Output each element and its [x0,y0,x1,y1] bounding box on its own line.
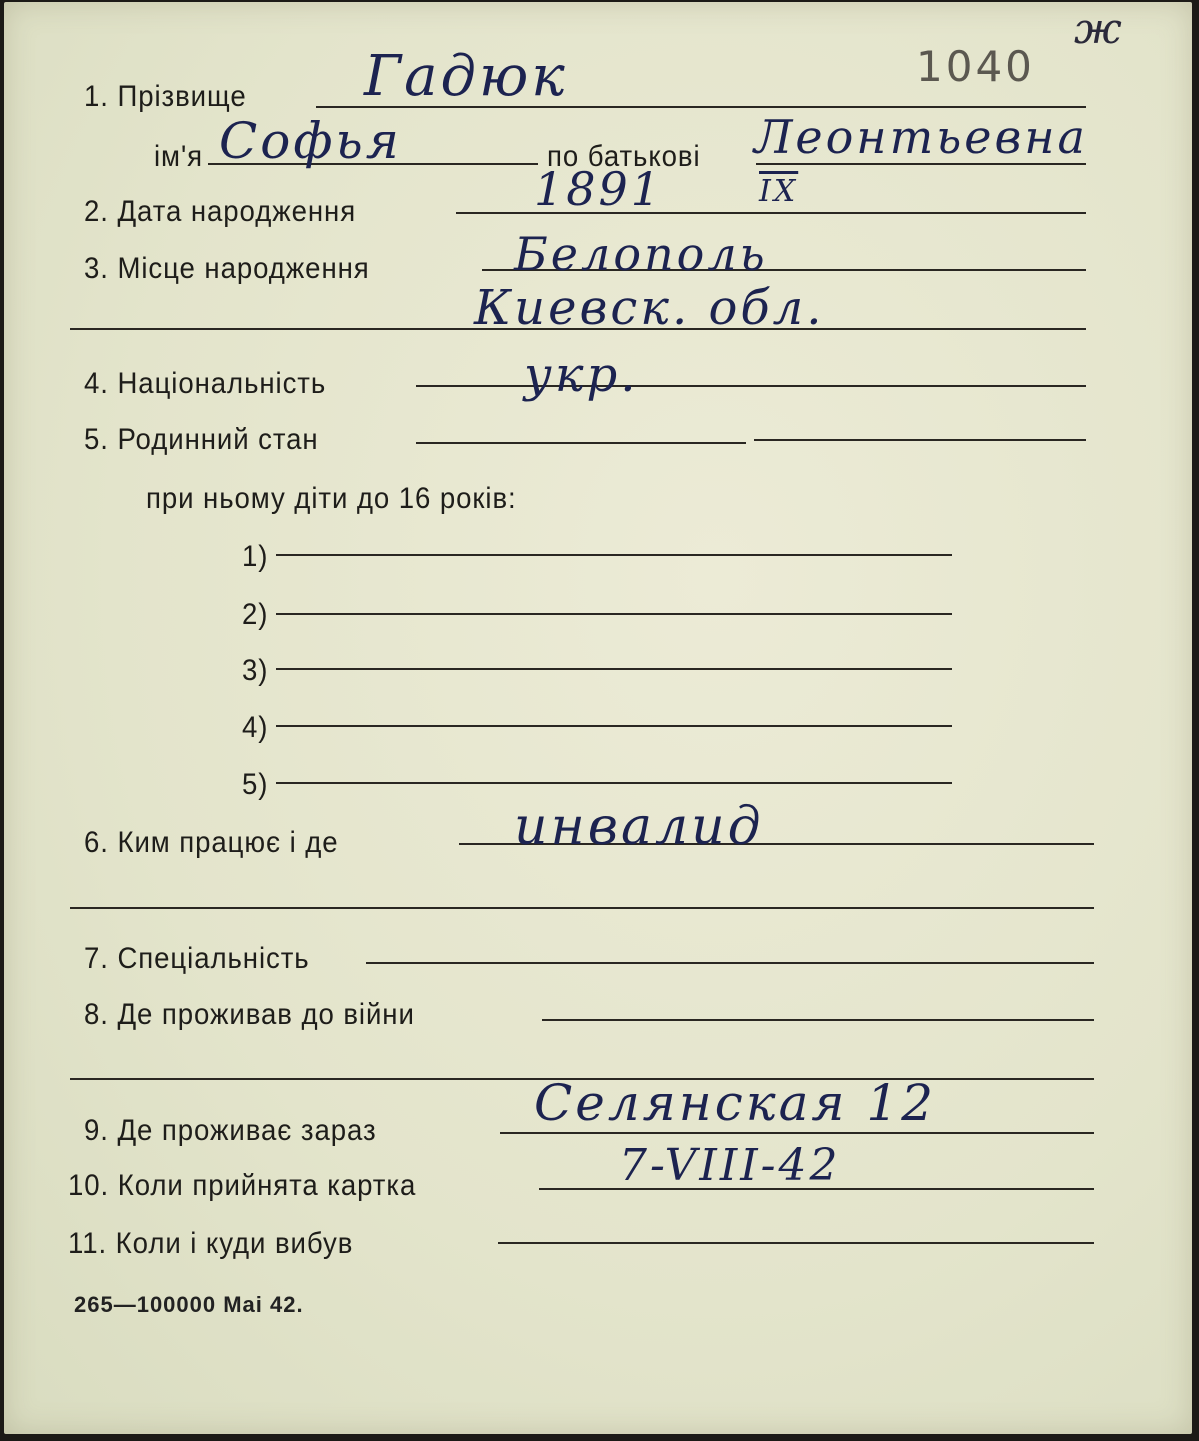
child-2-line [276,613,952,615]
specialty-line [366,962,1094,964]
birth-place-value-line1: Белополь [514,227,768,281]
family-status-line-a [416,442,746,444]
child-5-line [276,782,952,784]
card-number: 1040 [916,42,1035,91]
nationality-value: укр. [524,347,639,403]
child-3-label: 3) [242,654,269,687]
print-run-footer: 265—100000 Mai 42. [74,1292,304,1317]
current-residence-label: 9. Де проживає зараз [84,1114,377,1147]
departure-line [498,1242,1094,1244]
occupation-value: инвалид [514,797,764,857]
child-1-label: 1) [242,540,269,573]
family-status-label: 5. Родинний стан [84,423,319,456]
patronymic-value: Леонтьевна [754,110,1088,164]
child-1-line [276,554,952,556]
first-name-value: Софья [219,112,402,170]
current-residence-value: Селянская 12 [534,1074,937,1132]
specialty-label: 7. Спеціальність [84,942,310,975]
birth-date-month-value: $\overline{IX}$ [759,174,799,209]
surname-value: Гадюк [364,44,568,109]
birth-date-label: 2. Дата народження [84,195,357,228]
child-4-label: 4) [242,711,269,744]
birth-place-value-line2: Киевск. обл. [474,280,825,336]
registration-card [4,2,1192,1434]
surname-label: 1. Прізвище [84,80,247,113]
first-name-label: ім'я [154,140,204,173]
patronymic-label: по батькові [547,140,701,173]
nationality-line [416,385,1086,387]
card-accepted-label: 10. Коли прийнята картка [68,1169,417,1202]
birth-date-value: 1891 [534,162,664,216]
family-status-line-b [754,439,1086,441]
departure-label: 11. Коли і куди вибув [68,1227,354,1260]
child-3-line [276,668,952,670]
card-accepted-value: 7-VIII-42 [619,1140,841,1191]
child-2-label: 2) [242,598,269,631]
prewar-residence-line [542,1019,1094,1021]
occupation-line-2 [70,907,1094,909]
prewar-residence-label: 8. Де проживав до війни [84,998,415,1031]
current-residence-line [500,1132,1094,1134]
corner-mark: ж [1074,4,1125,53]
occupation-label: 6. Ким працює і де [84,826,339,859]
children-header: при ньому діти до 16 років: [146,482,517,515]
birth-place-label: 3. Місце народження [84,252,370,285]
child-5-label: 5) [242,768,269,801]
child-4-line [276,725,952,727]
nationality-label: 4. Національність [84,367,327,400]
